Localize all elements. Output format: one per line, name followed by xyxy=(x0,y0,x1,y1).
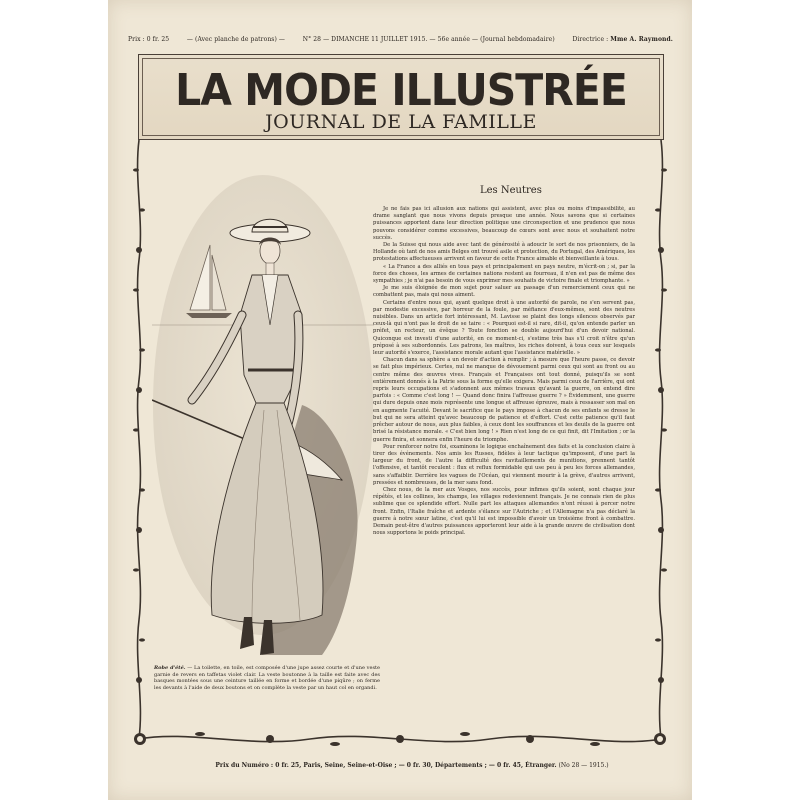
director-name: Mme A. Raymond. xyxy=(610,36,673,43)
masthead-title: LA MODE ILLUSTRÉE xyxy=(175,65,627,116)
caption-text: — La toilette, en toile, est composée d'une jupe assez courte et d'une veste garnie de revers en taffetas violet clair. La veste boutonne à la taille est faite avec des basques montées sous une ceinture taillée en forme et bordée d'une piqûre ; on ferme les devants à l'aide de deux boutons et on complète la veste par un haut col en organdi. xyxy=(154,665,380,691)
article-title: Les Neutres xyxy=(480,185,542,196)
article-paragraph: De la Suisse qui nous aide avec tant de générosité à adoucir le sort de nos prisonniers, de la Hollande où tant de nos amis Belges ont trouvé asile et protection, du Portugal, des Amériques, les protestations affectueuses arrivent en faveur de cette France aimable et bienveillante à tous. xyxy=(373,242,635,263)
left-floral-border xyxy=(132,140,146,738)
footer-prices: Prix du Numéro : 0 fr. 25, Paris, Seine, Seine-et-Oise ; — 0 fr. 30, Départements ; — 0 fr. 45, Étranger. xyxy=(215,762,557,769)
article-paragraph: Je me suis éloignée de mon sujet pour saluer au passage d'un remerciement ceux qui ne combattent pas, mais qui nous aiment. xyxy=(373,285,635,299)
magazine-page xyxy=(108,0,692,800)
illustration-caption xyxy=(154,665,380,691)
bottom-floral-border xyxy=(130,728,670,750)
price-text: Prix : 0 fr. 25 xyxy=(128,36,170,43)
header-line xyxy=(128,36,673,43)
article-paragraph: Chacun dans sa sphère a un devoir d'action à remplir ; à mesure que l'heure passe, ce devoir se fait plus impérieux. Certes, nul ne manque de dévouement parmi ceux qui sont au front ou au centre même des œuvres vives. Français et Françaises ont tout donné, puisqu'ils se sont entièrement donnés à la Patrie sous la forme qu'elle exigera. Mais parmi ceux de l'arrière, qui ont repris leurs occupations et s'adonnent aux mêmes travaux qu'avant la guerre, on entend dire parfois : « Comme c'est long ! — Quand donc finira l'affreuse guerre ? » Évidemment, une guerre qui dure depuis onze mois représente une longue et affreuse épreuve, mais à ressasser son mal on en augmente l'acuité. Devant le sacrifice que le pays impose à chacun de ses enfants se dresse le but qui ne sera atteint qu'avec beaucoup de patience et d'effort. C'est cette patience qu'il faut prêcher autour de nous, aux plus faibles, à ceux dont les souffrances et les deuils de la guerre ont brisé la résistance morale. « C'est bien long ! » Rien n'est long de ce qui finit, dit l'Imitation ; or la guerre finira, et sonnera enfin l'heure du triomphe. xyxy=(373,357,635,443)
issue-text: N° 28 — DIMANCHE 11 JUILLET 1915. — 56e année — (Journal hebdomadaire) xyxy=(302,36,555,43)
article-paragraph: « La France a des alliés en tous pays et principalement en pays neutre, m'écrit-on ; si, par la force des choses, les armes de certaines nations restent au fourreau, il n'en est pas de même des sympathies ; je n'ai pas besoin de vous exprimer mes souhaits de victoire finale et triomphante. » xyxy=(373,263,635,285)
article-paragraph: Pour renforcer notre foi, examinons le logique enchaînement des faits et la conclusion claire à tirer des événements. Nos amis les Russes, fidèles à leur tactique qu'imposent, d'une part la largeur du front, de l'autre la difficulté des ravitaillements de munitions, prennent tantôt l'offensive, et tantôt reculent : flux et reflux formidable qui use peu à peu les forces allemandes, sans s'affaiblir. Derrière les vagues de l'Océan, qui viennent mourir à la grève, d'autres arrivent, pressées et nombreuses, de la mer sans fond. xyxy=(373,443,635,486)
director-label: Directrice : xyxy=(572,36,609,43)
caption-label: Robe d'été. xyxy=(154,665,186,671)
article-paragraph: Je ne fais pas ici allusion aux nations qui assistent, avec plus ou moins d'impassibilité, au drame sanglant que nous vivons depuis presque une année. Nous savons que si certaines puissances apportent dans leur direction politique une circonspection et une prudence que nous pouvons considérer comme excessives, beaucoup de cœurs sont avec nous et souhaitent notre succès. xyxy=(373,206,635,241)
fashion-illustration xyxy=(152,175,374,667)
article-paragraph: Certains d'entre nous qui, ayant quelque droit à une autorité de parole, ne s'en servent pas, par modestie excessive, par horreur de la foule, par méfiance d'eux-mêmes, sont des neutres nuisibles. Dans un article fort intéressant, M. Lavisse se plaint des longs silences observés par ceux-là qui n'ont pas le droit de se taire : « Pourquoi est-il si rare, dit-il, qu'on entende parler un préfet, un recteur, un évêque ? Toute fonction se double aujourd'hui d'un devoir national. Quiconque est investi d'une autorité, en ce moment-ci, s'estime très bas s'il croit n'être qu'un préposé à ses subordonnés. Les patrons, les maîtres, les riches doivent, à tous ceux sur lesquels leur autorité s'exerce, l'assistance morale autant que l'assistance matérielle. » xyxy=(373,299,635,357)
right-floral-border xyxy=(654,140,668,738)
masthead xyxy=(138,54,664,140)
footer-ref: (No 28 — 1915.) xyxy=(558,762,609,769)
article-body xyxy=(373,206,635,726)
director-block xyxy=(573,36,674,43)
article-paragraph: Chez nous, de la mer aux Vosges, nos succès, pour infimes qu'ils soient, sont chaque jour répétés, et les collines, les champs, les villages redeviennent français. Je ne connais rien de plus sublime que ce splendide effort. Nulle part les attaques allemandes n'ont réussi à percer notre front. Enfin, l'Italie fraîche et ardente s'élance sur l'Autriche ; et l'Allemagne n'a pas déclaré la guerre à notre sœur latine, c'est qu'il lui est impossible d'avoir un troisième front à combattre. Demain peut-être d'autres puissances apporteront leur aide à la grande œuvre de civilisation dont nous supportons le poids principal. xyxy=(373,486,635,537)
patron-text: — (Avec planche de patrons) — xyxy=(186,36,286,43)
footer-line xyxy=(172,762,652,769)
masthead-subtitle: JOURNAL DE LA FAMILLE xyxy=(265,111,537,133)
